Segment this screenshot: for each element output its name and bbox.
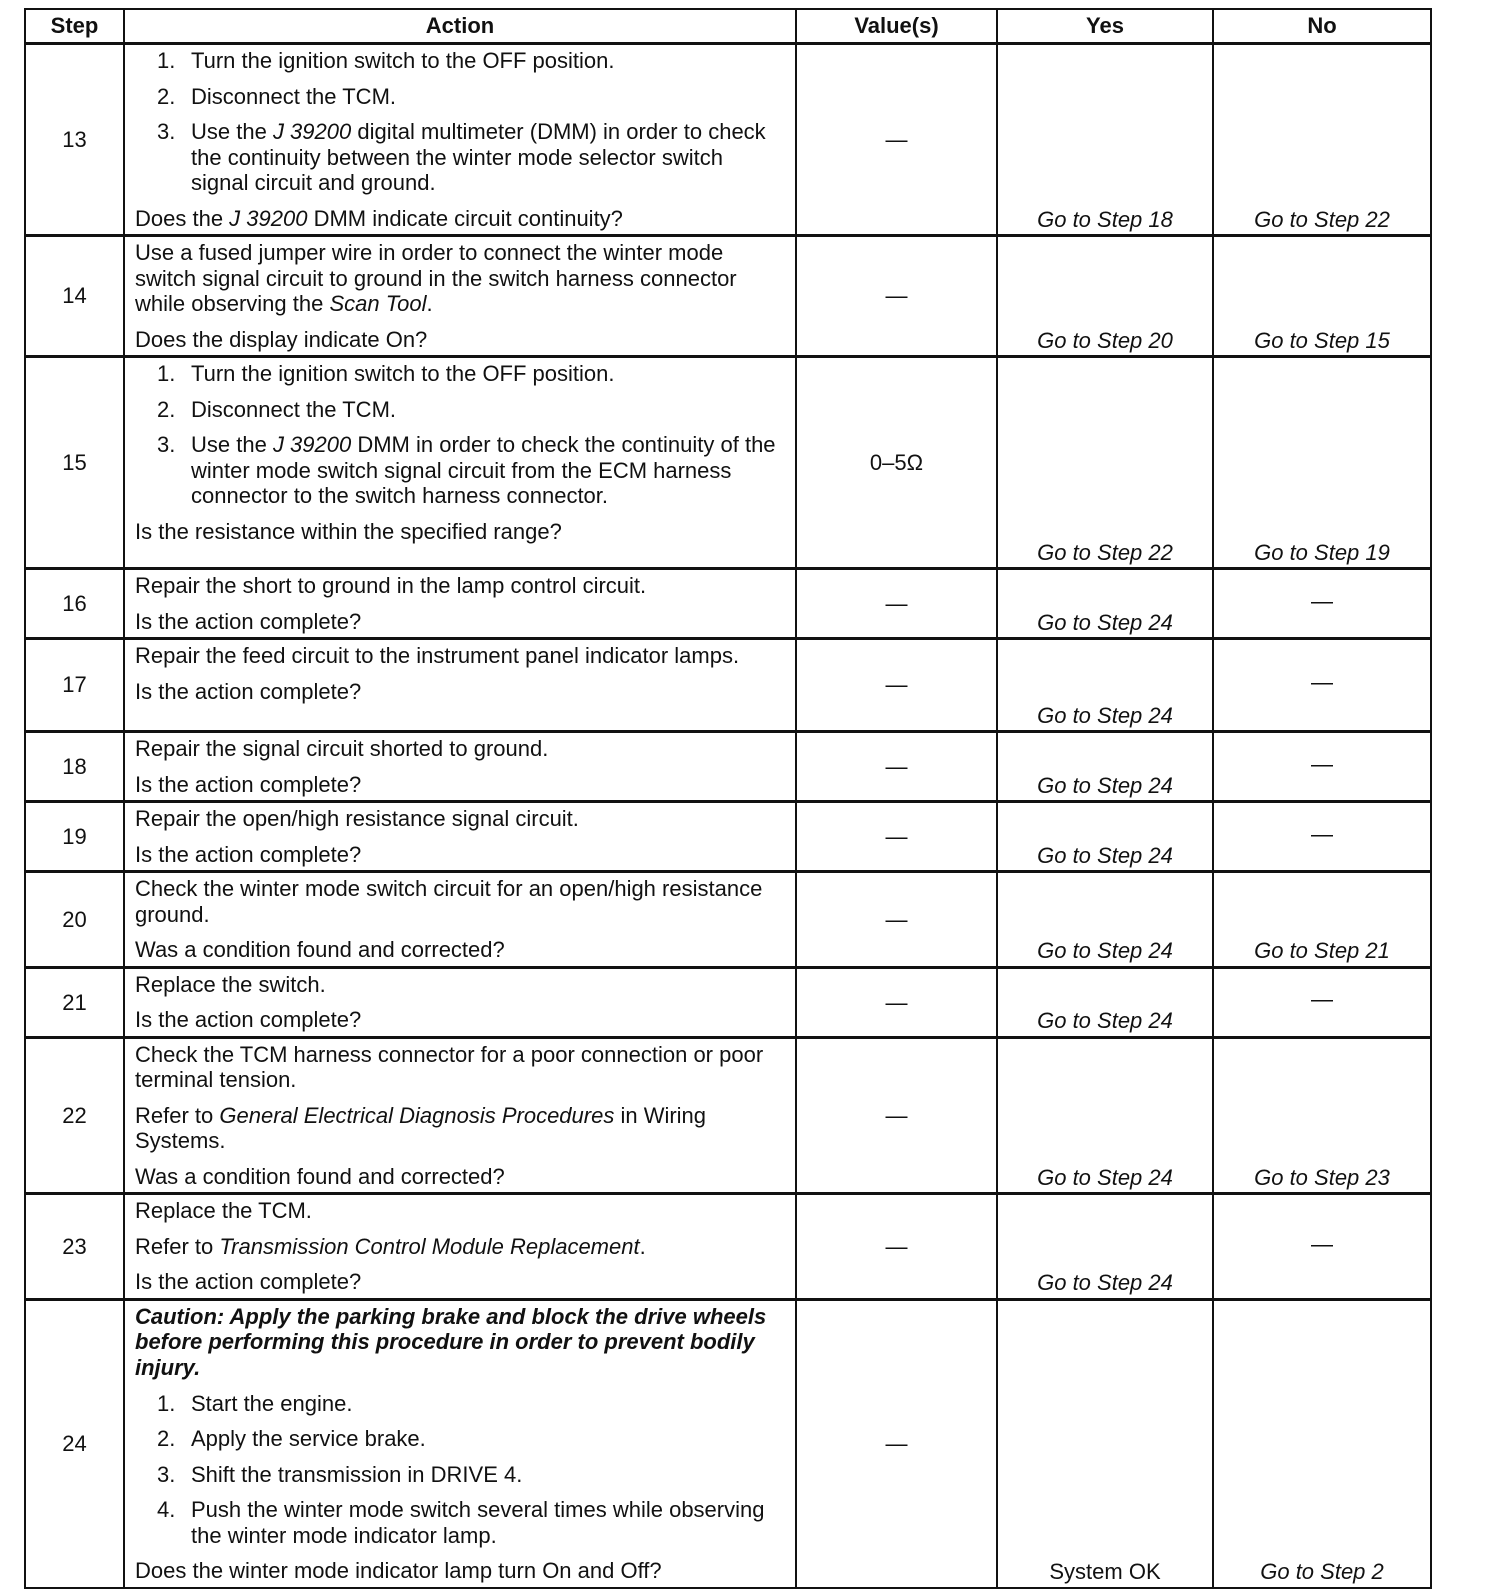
value-cell: — [796,732,997,802]
action-step-item [135,1497,785,1548]
value-cell: — [796,639,997,732]
no-cell [1213,732,1431,802]
no-cell [1213,44,1431,236]
table-row [25,802,1431,872]
step-cell: 18 [25,732,124,802]
value-cell: — [796,1194,997,1300]
step-cell: 13 [25,44,124,236]
step-cell: 15 [25,357,124,569]
action-instruction: Repair the feed circuit to the instrument panel indicator lamps. [135,643,740,669]
action-step-item [135,361,785,387]
table-row [25,1037,1431,1194]
action-step-item [135,1462,785,1488]
step-cell: 19 [25,802,124,872]
yes-cell [997,639,1213,732]
yes-cell [997,44,1213,236]
step-cell: 24 [25,1299,124,1587]
step-text: Turn the ignition switch to the OFF position. [191,361,615,387]
step-number: 3. [157,1461,176,1487]
value-cell: — [796,236,997,357]
step-text: Start the engine. [191,1390,353,1416]
yes-goto-link[interactable]: Go to Step 24 [1037,1270,1173,1296]
value-cell: 0–5Ω [796,357,997,569]
action-question: Is the action complete? [135,608,362,634]
step-text: Disconnect the TCM. [191,396,397,422]
step-cell: 20 [25,872,124,968]
reference-text: J 39200 [229,205,308,231]
action-cell [124,569,796,639]
step-column-header: Step [25,9,124,44]
action-question: Is the action complete? [135,841,362,867]
action-cell [124,357,796,569]
no-cell [1213,569,1431,639]
action-step-item [135,48,785,74]
yes-goto-link[interactable]: Go to Step 24 [1037,1008,1173,1034]
table-row [25,1299,1431,1587]
table-row [25,967,1431,1037]
action-cell [124,1194,796,1300]
action-question: Is the resistance within the specified range? [135,518,562,544]
yes-goto-link[interactable]: Go to Step 24 [1037,842,1173,868]
step-number: 1. [157,1390,176,1416]
action-cell [124,1299,796,1587]
reference-text: General Electrical Diagnosis Procedures [219,1102,615,1128]
step-number: 4. [157,1497,176,1523]
action-instruction: Check the winter mode switch circuit for an open/high resistance ground. [135,876,763,927]
table-row [25,1194,1431,1300]
step-text: Disconnect the TCM. [191,83,397,109]
refer-text: Refer to Transmission Control Module Replacement. [135,1233,646,1259]
action-cell [124,639,796,732]
step-text: Use the J 39200 digital multimeter (DMM) in order to check the continuity between the winter mode selector switch signal circuit and ground. [191,119,766,196]
action-step-item [135,119,785,196]
yes-goto-link[interactable]: Go to Step 24 [1037,702,1173,728]
action-question: Is the action complete? [135,1007,362,1033]
action-cell [124,967,796,1037]
step-cell: 23 [25,1194,124,1300]
table-row [25,732,1431,802]
yes-cell [997,967,1213,1037]
yes-cell [997,569,1213,639]
no-goto-link[interactable]: Go to Step 21 [1254,938,1390,964]
value-cell: — [796,569,997,639]
step-cell: 22 [25,1037,124,1194]
yes-result-text: System OK [1049,1559,1161,1585]
value-cell: — [796,1037,997,1194]
table-row [25,44,1431,236]
action-question: Was a condition found and corrected? [135,937,505,963]
table-row [25,569,1431,639]
refer-text: Refer to General Electrical Diagnosis Procedures in Wiring Systems. [135,1102,707,1154]
value-cell: — [796,872,997,968]
no-cell [1213,1037,1431,1194]
action-instruction: Use a fused jumper wire in order to connect the winter mode switch signal circuit to ground in the switch harness connector while observing the Scan Tool. [135,240,737,317]
no-goto-link[interactable]: Go to Step 22 [1254,206,1390,232]
no-cell [1213,357,1431,569]
action-instruction: Replace the TCM. [135,1198,312,1224]
table-row [25,357,1431,569]
action-step-item [135,1426,785,1452]
action-question: Does the display indicate On? [135,326,428,352]
values-column-header: Value(s) [796,9,997,44]
yes-cell [997,1299,1213,1587]
yes-cell [997,357,1213,569]
action-step-item [135,84,785,110]
action-column-header: Action [124,9,796,44]
action-instruction: Repair the short to ground in the lamp control circuit. [135,573,647,599]
action-cell [124,872,796,968]
no-cell [1213,1299,1431,1587]
action-cell [124,732,796,802]
action-cell [124,802,796,872]
yes-goto-link[interactable]: Go to Step 24 [1037,1164,1173,1190]
action-instruction: Repair the open/high resistance signal circuit. [135,806,579,832]
table-row [25,236,1431,357]
no-dash: — [1311,588,1333,614]
reference-text: J 39200 [272,119,352,145]
table-row [25,872,1431,968]
no-dash: — [1311,751,1333,777]
step-number: 2. [157,83,176,109]
yes-goto-link[interactable]: Go to Step 24 [1037,938,1173,964]
yes-cell [997,732,1213,802]
step-text: Shift the transmission in DRIVE 4. [191,1461,523,1487]
no-goto-link[interactable]: Go to Step 23 [1254,1164,1390,1190]
yes-goto-link[interactable]: Go to Step 20 [1037,327,1173,353]
no-cell [1213,639,1431,732]
table-row [25,639,1431,732]
action-step-item [135,397,785,423]
reference-text: J 39200 [272,432,352,458]
no-column-header: No [1213,9,1431,44]
no-goto-link[interactable]: Go to Step 2 [1260,1559,1384,1585]
step-number: 3. [157,119,176,145]
yes-cell [997,1037,1213,1194]
step-number: 1. [157,48,176,73]
no-cell [1213,967,1431,1037]
yes-goto-link[interactable]: Go to Step 24 [1037,609,1173,635]
yes-cell [997,872,1213,968]
yes-goto-link[interactable]: Go to Step 22 [1037,539,1173,565]
reference-text: Scan Tool [329,291,427,317]
step-text: Apply the service brake. [191,1426,426,1452]
no-cell [1213,236,1431,357]
no-dash: — [1311,987,1333,1013]
action-instruction: Check the TCM harness connector for a poor connection or poor terminal tension. [135,1041,764,1093]
action-step-item [135,432,785,509]
no-goto-link[interactable]: Go to Step 15 [1254,327,1390,353]
value-cell: — [796,44,997,236]
yes-goto-link[interactable]: Go to Step 18 [1037,206,1173,232]
reference-text: Transmission Control Module Replacement [219,1233,640,1259]
action-instruction: Replace the switch. [135,971,326,997]
action-steps-list [135,361,785,509]
yes-goto-link[interactable]: Go to Step 24 [1037,772,1173,798]
step-number: 3. [157,432,176,458]
no-cell [1213,802,1431,872]
action-cell [124,44,796,236]
action-steps-list [135,48,785,196]
no-dash: — [1311,1231,1333,1257]
action-question: Is the action complete? [135,1269,362,1295]
table-header-row [25,9,1431,44]
action-steps-list [135,1391,785,1549]
action-instruction: Repair the signal circuit shorted to ground. [135,736,549,762]
value-cell: — [796,967,997,1037]
step-number: 2. [157,396,176,422]
yes-cell [997,236,1213,357]
action-question: Does the winter mode indicator lamp turn On and Off? [135,1558,662,1584]
action-cell [124,236,796,357]
no-goto-link[interactable]: Go to Step 19 [1254,539,1390,565]
action-cell [124,1037,796,1194]
step-cell: 17 [25,639,124,732]
value-cell: — [796,1299,997,1587]
yes-cell [997,1194,1213,1300]
no-cell [1213,1194,1431,1300]
no-cell [1213,872,1431,968]
yes-column-header: Yes [997,9,1213,44]
value-cell: — [796,802,997,872]
caution-text: Caution: Apply the parking brake and block the drive wheels before performing this procedure in order to prevent bodily injury. [135,1303,767,1380]
action-step-item [135,1391,785,1417]
action-question: Is the action complete? [135,678,362,704]
step-number: 1. [157,361,176,387]
action-question: Was a condition found and corrected? [135,1163,505,1189]
no-dash: — [1311,821,1333,847]
step-text: Use the J 39200 DMM in order to check the continuity of the winter mode switch signal circuit from the ECM harness connector to the switch harness connector. [191,432,776,509]
step-text: Push the winter mode switch several times while observing the winter mode indicator lamp. [191,1497,765,1548]
no-dash: — [1311,669,1333,695]
step-cell: 21 [25,967,124,1037]
diagnostic-table [24,8,1432,1589]
step-number: 2. [157,1426,176,1452]
step-cell: 16 [25,569,124,639]
step-cell: 14 [25,236,124,357]
step-text: Turn the ignition switch to the OFF position. [191,48,615,73]
yes-cell [997,802,1213,872]
action-question: Is the action complete? [135,771,362,797]
action-question: Does the J 39200 DMM indicate circuit continuity? [135,205,623,231]
